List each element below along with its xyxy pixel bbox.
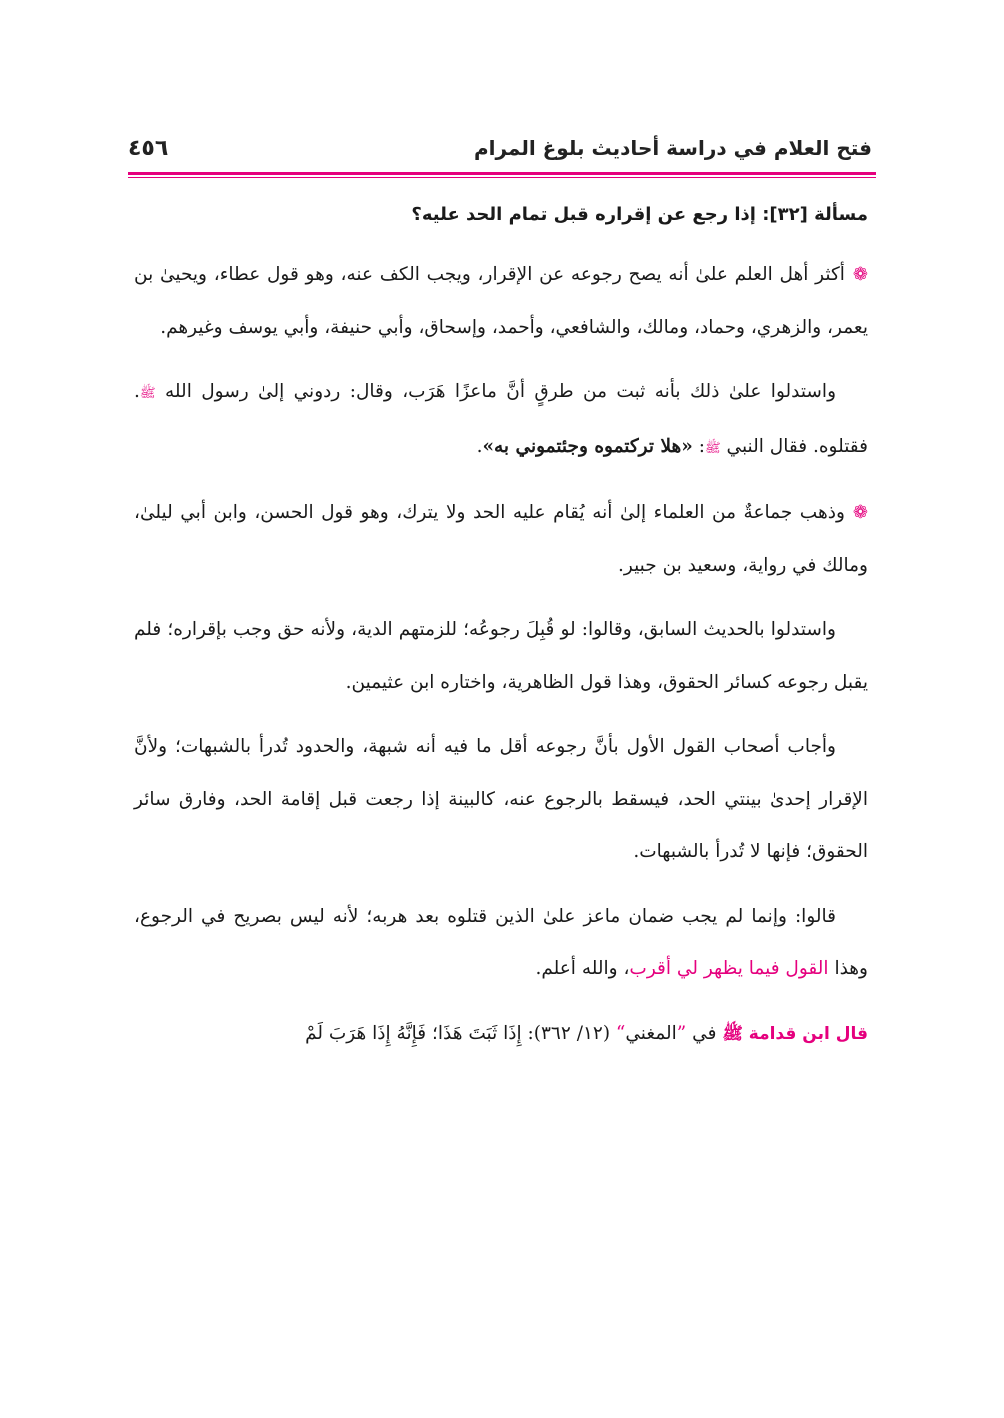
paragraph-6-text-before: قالوا: وإنما لم يجب ضمان ماعز علىٰ الذين قتلوه بعد هربه؛ لأنه ليس بصريح في الرجوع، وهذا	[134, 905, 868, 979]
highlighted-text: القول فيما يظهر لي أقرب	[629, 958, 829, 979]
source-close-mark: “	[615, 1022, 626, 1044]
paragraph-7	[134, 1008, 868, 1061]
paragraph-3	[134, 487, 868, 592]
honorific-icon: ﷺ	[139, 386, 156, 401]
paragraph-2-colon: :	[698, 435, 705, 457]
source-title: المغني	[625, 1022, 677, 1044]
paragraph-5	[134, 721, 868, 879]
source-open-mark: ”	[676, 1022, 687, 1044]
paragraph-4-text: واستدلوا بالحديث السابق، وقالوا: لو قُبِلَ رجوعُه؛ للزمتهم الدية، ولأنه حق وجب بإقراره؛ فلم يقبل رجوعه كسائر الحقوق، وهذا قول الظاهرية، واختاره ابن عثيمين.	[134, 619, 868, 693]
paragraph-2	[134, 366, 868, 475]
header-rule-thin	[128, 177, 876, 178]
paragraph-6-text-after: ، والله أعلم.	[535, 958, 630, 979]
paragraph-7-text-after: إِذَا ثَبَتَ هَذَا؛ فَإِنَّهُ إِذَا هَرَبَ لَمْ	[305, 1022, 522, 1044]
honorific-icon: ﷺ	[704, 440, 721, 456]
paragraph-2-text-middle: . فقتلوه. فقال النبي	[134, 381, 868, 457]
page-header	[128, 128, 872, 168]
header-rule-thick	[128, 172, 876, 175]
section-label: مسألة [٣٢]:	[762, 204, 868, 225]
hadith-quote: «هلا تركتموه وجئتموني به»	[482, 435, 693, 457]
paragraph-4	[134, 604, 868, 709]
flower-ornament-icon: ❁	[852, 264, 868, 285]
page-number: ٤٥٦	[128, 135, 169, 161]
section-heading	[134, 195, 868, 235]
paragraph-3-text: وذهب جماعةٌ من العلماء إلىٰ أنه يُقام عليه الحد ولا يترك، وهو قول الحسن، وابن أبي ليلىٰ، ومالك في رواية، وسعيد بن جبير.	[134, 502, 868, 576]
paragraph-2-end: .	[476, 435, 483, 457]
quote-author: قال ابن قدامة ﷺ	[722, 1023, 868, 1044]
flower-ornament-icon: ❁	[852, 502, 868, 523]
paragraph-6	[134, 891, 868, 996]
paragraph-7-in: في	[692, 1022, 717, 1044]
paragraph-1	[134, 249, 868, 354]
paragraph-5-text: وأجاب أصحاب القول الأول بأنَّ رجوعه أقل ما فيه أنه شبهة، والحدود تُدرأ بالشبهات؛ ولأنَّ الإقرار إحدىٰ بينتي الحد، فيسقط بالرجوع عنه، كالبينة إذا رجعت قبل إقامة الحد، وفارق سائر الحقوق؛ فإنها لا تُدرأ بالشبهات.	[134, 736, 868, 862]
paragraph-2-text-before: واستدلوا علىٰ ذلك بأنه ثبت من طرقٍ أنَّ ماعزًا هَرَب، وقال: ردوني إلىٰ رسول الله	[165, 381, 837, 402]
section-question: إذا رجع عن إقراره قبل تمام الحد عليه؟	[411, 204, 756, 225]
page-content	[134, 195, 868, 1060]
source-reference: (١٢/ ٣٦٢):	[527, 1022, 611, 1044]
paragraph-1-text: أكثر أهل العلم علىٰ أنه يصح رجوعه عن الإقرار، ويجب الكف عنه، وهو قول عطاء، ويحيىٰ بن يعمر، والزهري، وحماد، ومالك، والشافعي، وأحمد، وإسحاق، وأبي حنيفة، وأبي يوسف وغيرهم.	[134, 264, 868, 338]
book-title: فتح العلام في دراسة أحاديث بلوغ المرام	[473, 136, 872, 160]
